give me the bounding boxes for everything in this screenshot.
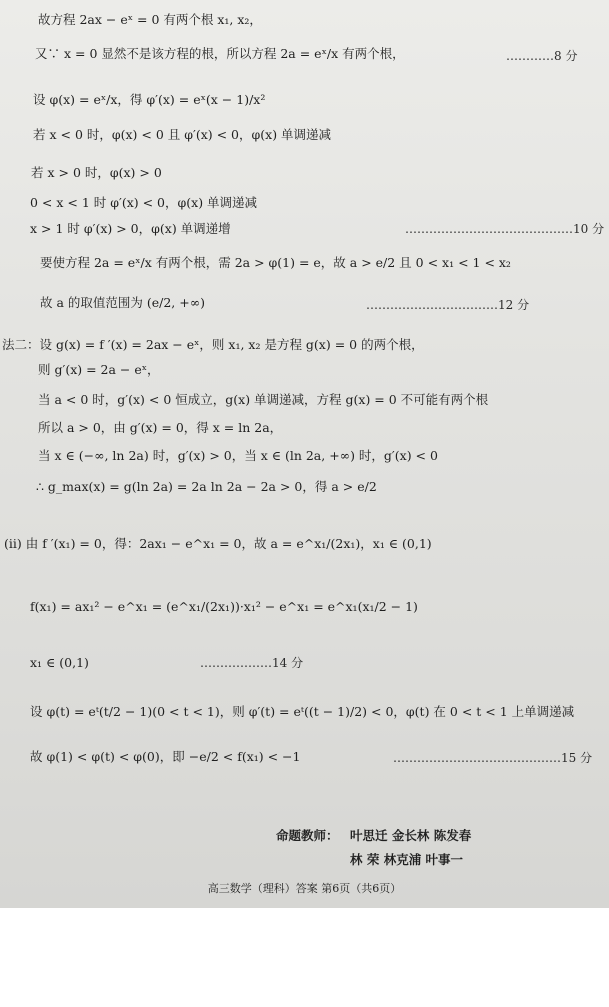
author-names: 林 荣 林克浦 叶事一 bbox=[350, 852, 464, 867]
author-names: 叶思迁 金长林 陈发春 bbox=[350, 828, 472, 843]
score-mark: ……………………………………15 分 bbox=[393, 751, 593, 765]
text-line: 又∵ x = 0 显然不是该方程的根，所以方程 2a = eˣ/x 有两个根， bbox=[35, 46, 405, 61]
score-mark: ……………………………12 分 bbox=[366, 298, 530, 312]
text-line: 若 x > 0 时，φ(x) > 0 bbox=[31, 165, 162, 180]
text-line: 若 x < 0 时，φ(x) < 0 且 φ′(x) < 0，φ(x) 单调递减 bbox=[33, 127, 332, 142]
text-line: 设 φ(t) = eᵗ(t/2 − 1)(0 < t < 1)，则 φ′(t) = eᵗ((t − 1)/2) < 0，φ(t) 在 0 < t < 1 上单调递减 bbox=[30, 704, 575, 719]
text-line: 要使方程 2a = eˣ/x 有两个根，需 2a > φ(1) = e，故 a > e/2 且 0 < x₁ < 1 < x₂ bbox=[40, 255, 511, 270]
text-line: (ii) 由 f ′(x₁) = 0，得：2ax₁ − e^x₁ = 0，故 a = e^x₁/(2x₁)，x₁ ∈ (0,1) bbox=[4, 536, 432, 551]
text-line: 故 φ(1) < φ(t) < φ(0)，即 −e/2 < f(x₁) < −1 bbox=[30, 749, 301, 764]
text-line: f(x₁) = ax₁² − e^x₁ = (e^x₁/(2x₁))·x₁² − e^x₁ = e^x₁(x₁/2 − 1) bbox=[30, 599, 418, 614]
text-line: 所以 a > 0，由 g′(x) = 0，得 x = ln 2a， bbox=[38, 420, 283, 435]
text-line: ∴ g_max(x) = g(ln 2a) = 2a ln 2a − 2a > 0，得 a > e/2 bbox=[36, 479, 377, 494]
text-line: 故方程 2ax − eˣ = 0 有两个根 x₁, x₂， bbox=[38, 12, 262, 27]
text-line: 设 φ(x) = eˣ/x，得 φ′(x) = eˣ(x − 1)/x² bbox=[33, 92, 266, 107]
text-line: 法二：设 g(x) = f ′(x) = 2ax − eˣ，则 x₁, x₂ 是方程 g(x) = 0 的两个根， bbox=[2, 337, 424, 352]
text-line: 当 x ∈ (−∞, ln 2a) 时，g′(x) > 0，当 x ∈ (ln 2a, +∞) 时，g′(x) < 0 bbox=[38, 448, 438, 463]
text-line: 则 g′(x) = 2a − eˣ， bbox=[38, 362, 160, 377]
text-line: x > 1 时 φ′(x) > 0，φ(x) 单调递增 bbox=[30, 221, 231, 236]
score-mark: …………8 分 bbox=[506, 49, 578, 63]
text-line: 0 < x < 1 时 φ′(x) < 0，φ(x) 单调递减 bbox=[30, 195, 258, 210]
score-mark: ………………14 分 bbox=[200, 656, 304, 670]
text-line: 故 a 的取值范围为 (e/2, +∞) bbox=[40, 295, 206, 310]
text-line: x₁ ∈ (0,1) bbox=[30, 655, 89, 670]
text-line: 当 a < 0 时，g′(x) < 0 恒成立，g(x) 单调递减，方程 g(x) = 0 不可能有两个根 bbox=[38, 392, 489, 407]
score-mark: ……………………………………10 分 bbox=[405, 222, 605, 236]
author-label: 命题教师： bbox=[276, 828, 339, 843]
page-footer: 高三数学（理科）答案 第6页（共6页） bbox=[207, 882, 402, 895]
